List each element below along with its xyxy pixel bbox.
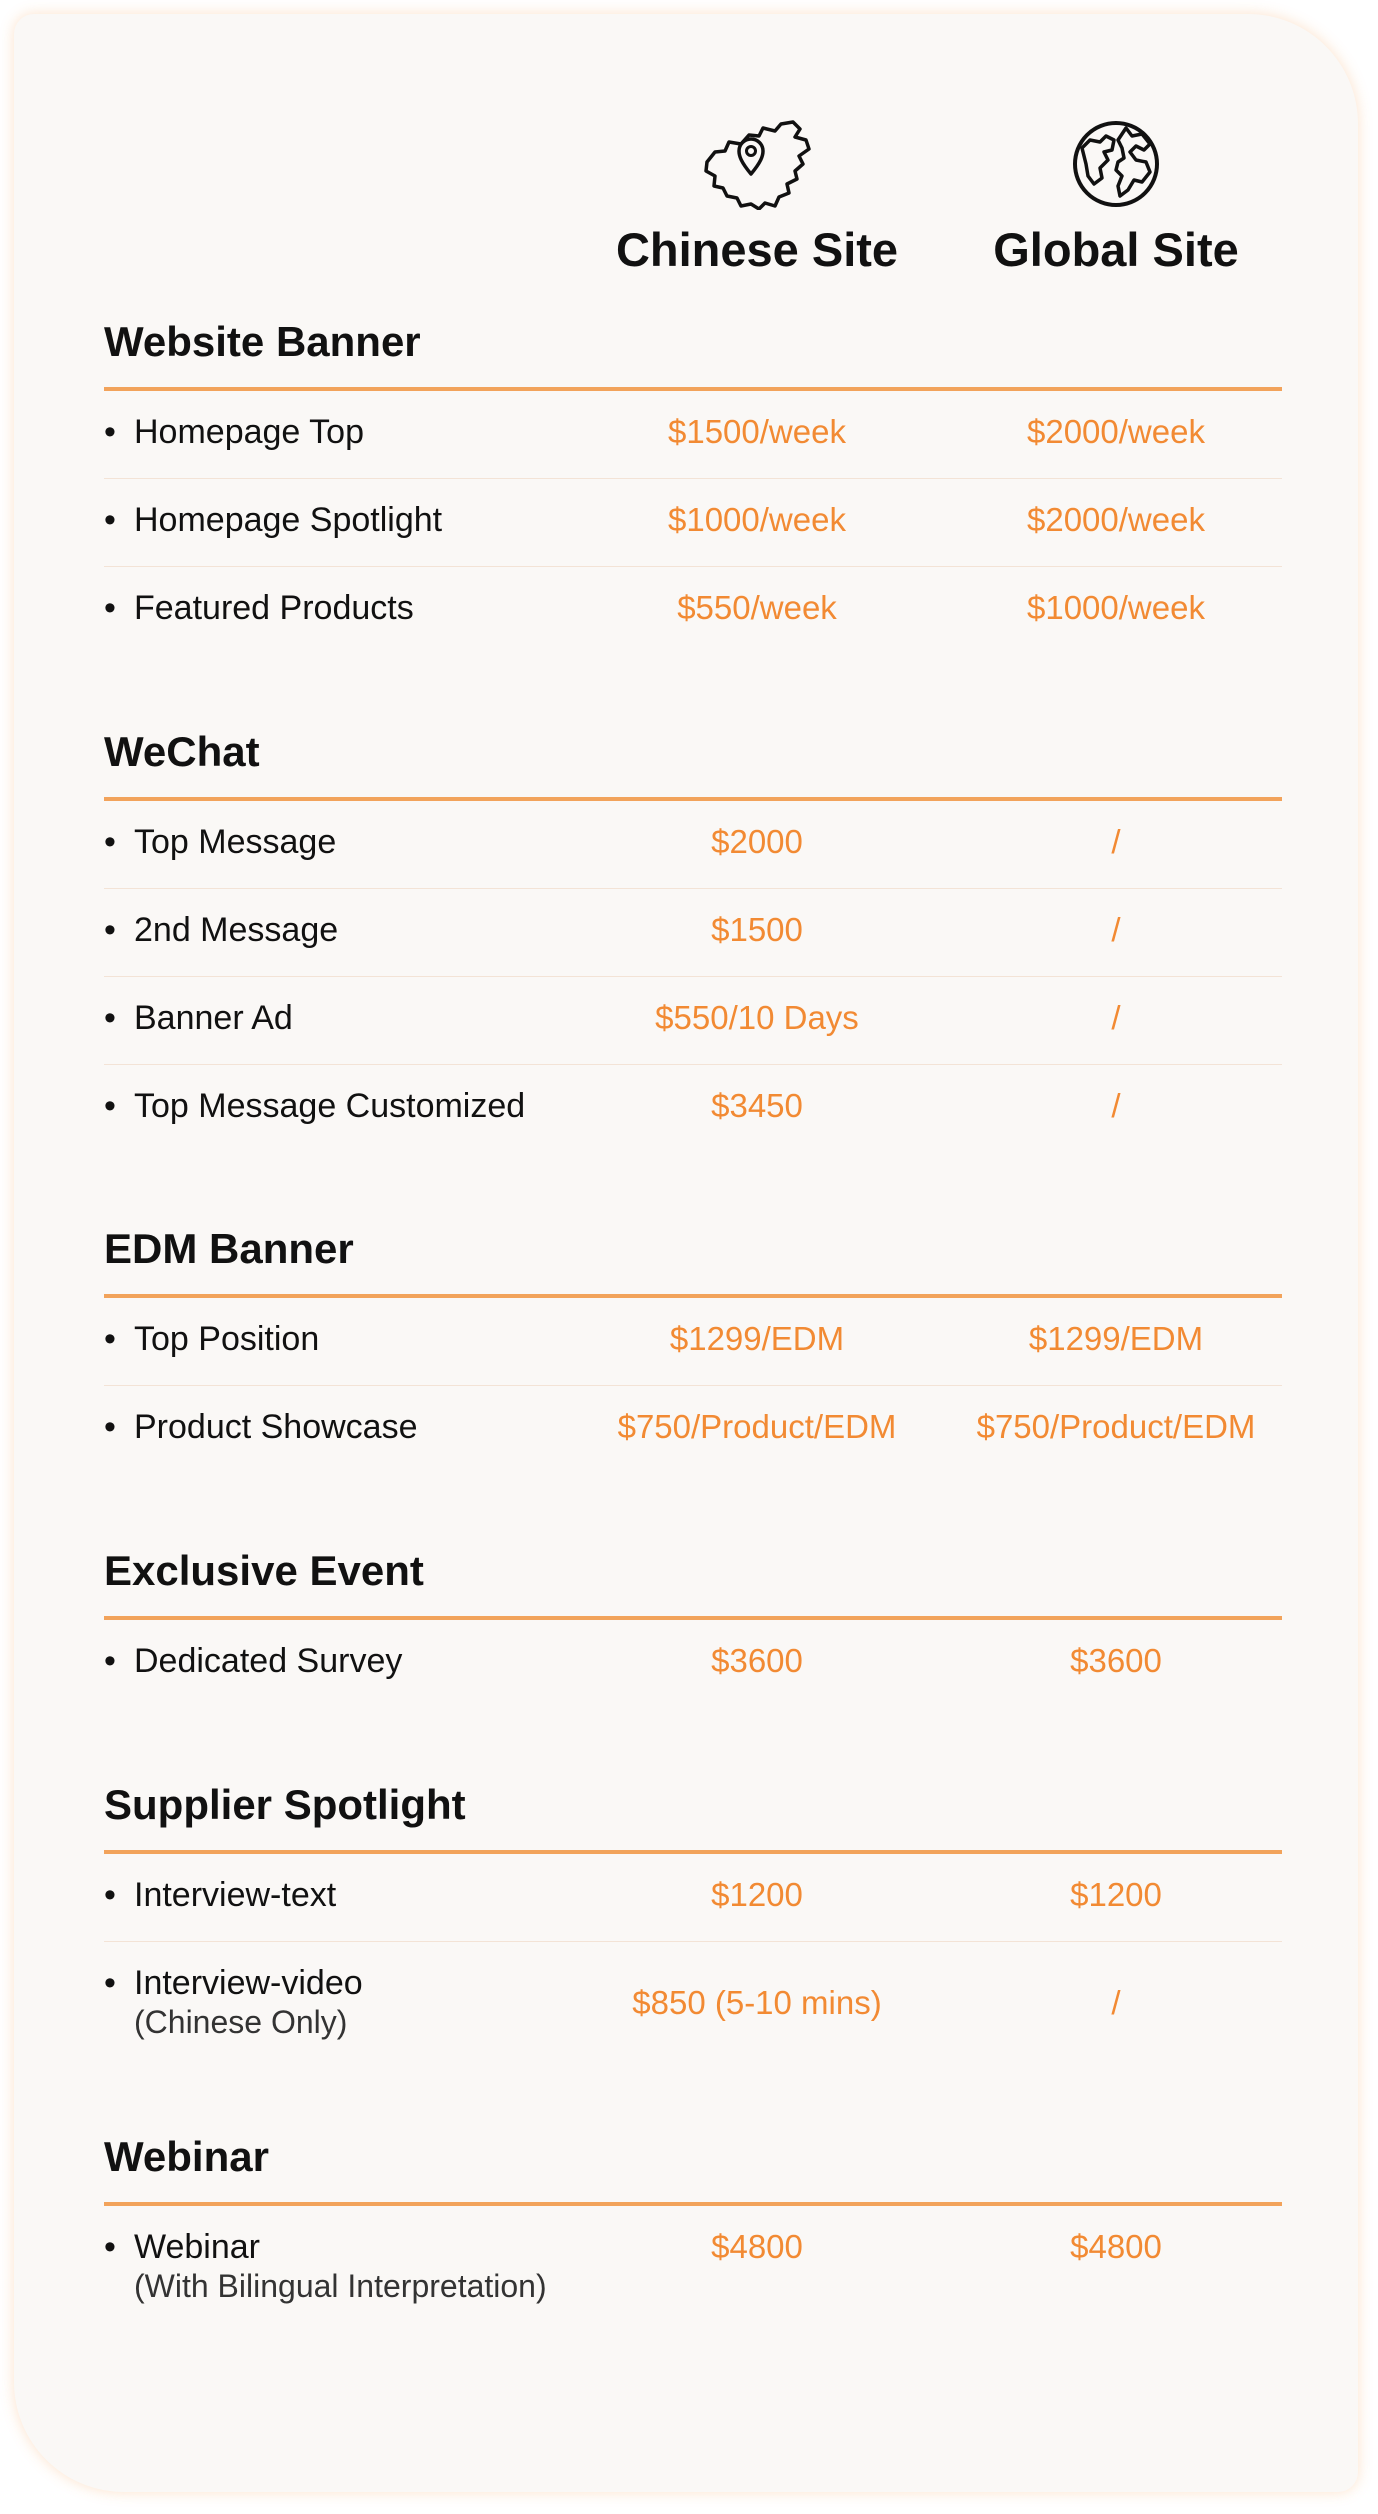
global-price: / — [1111, 1984, 1121, 2021]
table-row — [104, 977, 1282, 1065]
chinese-site-header — [577, 118, 937, 277]
global-price: / — [1111, 1087, 1121, 1124]
global-price: $3600 — [1070, 1642, 1162, 1679]
table-row — [104, 1620, 1282, 1707]
bullet: • — [104, 1408, 116, 1446]
global-price: $2000/week — [1027, 413, 1205, 450]
global-price: / — [1111, 911, 1121, 948]
section-title: Supplier Spotlight — [104, 1781, 466, 1828]
table-row — [104, 479, 1282, 567]
row-label: Webinar — [134, 2228, 260, 2266]
global-site-header — [936, 118, 1296, 277]
bullet: • — [104, 1642, 116, 1680]
chinese-price: $1500 — [711, 911, 803, 948]
chinese-price: $4800 — [711, 2228, 803, 2265]
chinese-price: $550/10 Days — [655, 999, 859, 1036]
bullet: • — [104, 1320, 116, 1358]
china-map-pin-icon — [701, 118, 813, 210]
table-row — [104, 801, 1282, 889]
chinese-price: $850 (5-10 mins) — [632, 1984, 882, 2021]
section-title: Website Banner — [104, 318, 421, 365]
table-row — [104, 1298, 1282, 1386]
bullet: • — [104, 823, 116, 861]
row-label: Featured Products — [134, 589, 414, 627]
chinese-site-title: Chinese Site — [615, 223, 899, 276]
row-label: Top Position — [134, 1320, 320, 1358]
row-label: Interview-text — [134, 1876, 337, 1914]
bullet: • — [104, 501, 116, 539]
global-price: $4800 — [1070, 2228, 1162, 2265]
bullet: • — [104, 1087, 116, 1125]
global-price: / — [1111, 823, 1121, 860]
section-title: Webinar — [104, 2133, 269, 2180]
chinese-price: $550/week — [677, 589, 837, 626]
chinese-price: $750/Product/EDM — [617, 1408, 897, 1445]
bullet: • — [104, 413, 116, 451]
chinese-price: $1000/week — [668, 501, 846, 538]
row-label: Banner Ad — [134, 999, 293, 1037]
global-price: $1200 — [1070, 1876, 1162, 1913]
row-label: 2nd Message — [134, 911, 339, 949]
table-row — [104, 1942, 1282, 2062]
section-title: WeChat — [104, 728, 260, 775]
bullet: • — [104, 999, 116, 1037]
chinese-price: $3600 — [711, 1642, 803, 1679]
section-title: EDM Banner — [104, 1225, 354, 1272]
row-label: Interview-video — [134, 1964, 363, 2002]
row-sublabel: (With Bilingual Interpretation) — [134, 2268, 547, 2304]
global-price: $1000/week — [1027, 589, 1205, 626]
global-site-title: Global Site — [993, 223, 1239, 276]
table-row — [104, 1065, 1282, 1152]
row-sublabel: (Chinese Only) — [134, 2004, 348, 2040]
globe-icon — [1070, 118, 1162, 210]
chinese-price: $3450 — [711, 1087, 803, 1124]
global-price: / — [1111, 999, 1121, 1036]
row-label: Homepage Spotlight — [134, 501, 443, 539]
row-label: Homepage Top — [134, 413, 364, 451]
bullet: • — [104, 1876, 116, 1914]
table-row — [104, 567, 1282, 654]
table-row — [104, 2206, 1282, 2326]
chinese-price: $2000 — [711, 823, 803, 860]
global-price: $1299/EDM — [1028, 1320, 1204, 1357]
chinese-price: $1299/EDM — [669, 1320, 845, 1357]
table-row — [104, 1386, 1282, 1473]
row-label: Top Message — [134, 823, 337, 861]
bullet: • — [104, 911, 116, 949]
bullet: • — [104, 2228, 116, 2266]
global-price: $750/Product/EDM — [976, 1408, 1256, 1445]
table-row — [104, 391, 1282, 479]
bullet: • — [104, 1964, 116, 2002]
table-row — [104, 1854, 1282, 1942]
chinese-price: $1500/week — [668, 413, 846, 450]
global-price: $2000/week — [1027, 501, 1205, 538]
section-title: Exclusive Event — [104, 1547, 424, 1594]
table-row — [104, 889, 1282, 977]
row-label: Top Message Customized — [134, 1087, 526, 1125]
chinese-price: $1200 — [711, 1876, 803, 1913]
row-label: Product Showcase — [134, 1408, 418, 1446]
bullet: • — [104, 589, 116, 627]
row-label: Dedicated Survey — [134, 1642, 403, 1680]
